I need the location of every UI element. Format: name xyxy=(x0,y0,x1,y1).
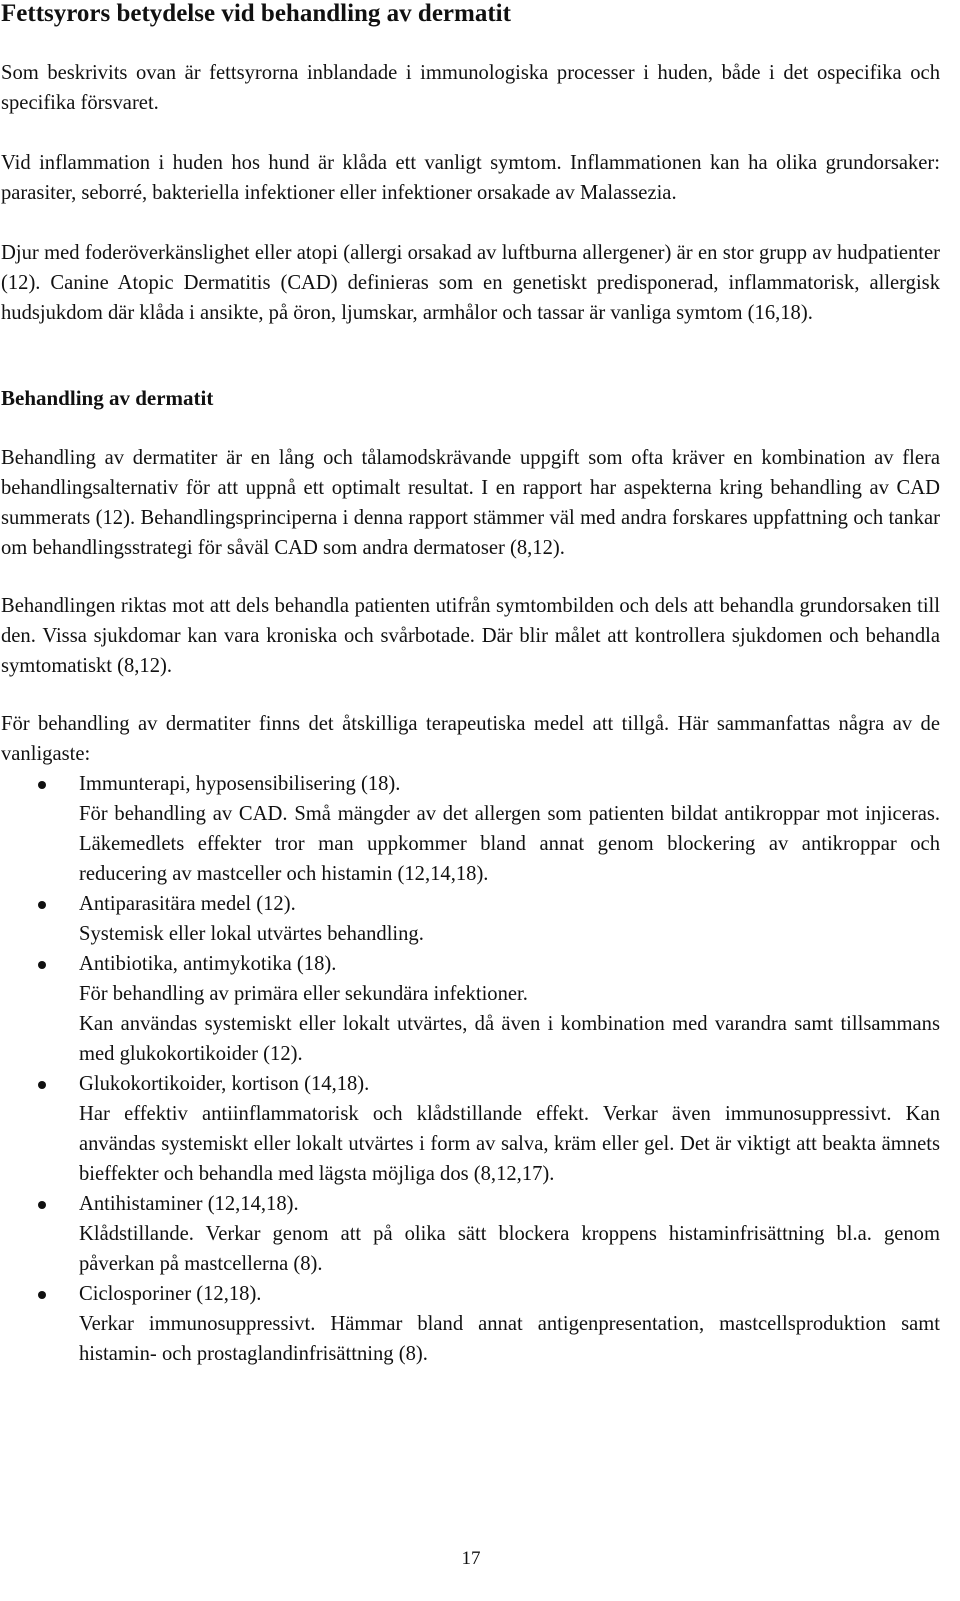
treatment-name: Antiparasitära medel (12). xyxy=(79,893,296,915)
page-title: Fettsyrors betydelse vid behandling av dermatit xyxy=(1,0,511,27)
section-text-3: För behandling av dermatiter finns det åtskilliga terapeutiska medel att tillgå. Här sammanfattas några av de vanligaste: xyxy=(1,713,940,765)
section-text-2: Behandlingen riktas mot att dels behandla patienten utifrån symtombilden och dels att behandla grundorsaken till den. Vissa sjukdomar kan vara kroniska och svårbotade. Där blir målet att kontrollera sjukdomen och behandla symtomatiskt (8,12). xyxy=(1,595,940,677)
treatment-list xyxy=(1,769,940,1369)
bullet-icon xyxy=(38,961,46,969)
section-heading: Behandling av dermatit xyxy=(1,386,214,410)
bullet-icon xyxy=(38,1081,46,1089)
bullet-icon xyxy=(38,1291,46,1299)
intro-paragraph-2 xyxy=(1,148,940,208)
treatment-description: Kan användas systemiskt eller lokalt utvärtes, då även i kombination med varandra samt tillsammans med glukokortikoider (12). xyxy=(79,1013,940,1065)
bullet-icon xyxy=(38,1201,46,1209)
intro-text-3: Djur med foderöverkänslighet eller atopi (allergi orsakad av luftburna allergener) är en stor grupp av hudpatienter (12). Canine Atopic Dermatitis (CAD) definieras som en genetiskt predisponerad, inflammatorisk, allergisk hudsjukdom där klåda i ansikte, på öron, ljumskar, armhålor och tassar är vanliga symtom (16,18). xyxy=(1,242,940,324)
section-paragraph-3 xyxy=(1,709,940,769)
treatment-name: Glukokortikoider, kortison (14,18). xyxy=(79,1073,370,1095)
list-item xyxy=(1,1189,940,1279)
list-item xyxy=(1,1069,940,1189)
section-paragraph-2 xyxy=(1,591,940,681)
treatment-description: Klådstillande. Verkar genom att på olika sätt blockera kroppens histaminfrisättning bl.a. genom påverkan på mastcellerna (8). xyxy=(79,1223,940,1275)
page-number: 17 xyxy=(461,1548,481,1569)
treatment-description: För behandling av primära eller sekundära infektioner. xyxy=(79,983,528,1005)
list-item xyxy=(1,949,940,1069)
bullet-icon xyxy=(38,781,46,789)
intro-paragraph-3 xyxy=(1,238,940,328)
list-item xyxy=(1,889,940,949)
treatment-list-block xyxy=(1,769,940,1369)
treatment-description: För behandling av CAD. Små mängder av det allergen som patienten bildat antikroppar mot injiceras. Läkemedlets effekter tror man uppkommer bland annat genom blockering av antikroppar och reducering av mastceller och histamin (12,14,18). xyxy=(79,803,940,885)
intro-text-1: Som beskrivits ovan är fettsyrorna inblandade i immunologiska processer i huden, både i det ospecifika och specifika försvaret. xyxy=(1,62,940,114)
bullet-icon xyxy=(38,901,46,909)
treatment-description: Har effektiv antiinflammatorisk och klådstillande effekt. Verkar även immunosuppressivt. Kan användas systemiskt eller lokalt utvärtes i form av salva, kräm eller gel. Det är viktigt att beakta ämnets bieffekter och behandla med lägsta möjliga dos (8,12,17). xyxy=(79,1103,940,1185)
treatment-name: Antihistaminer (12,14,18). xyxy=(79,1193,299,1215)
intro-paragraph-1 xyxy=(1,58,940,118)
section-paragraph-1 xyxy=(1,443,940,563)
treatment-description: Verkar immunosuppressivt. Hämmar bland annat antigenpresentation, mastcellsproduktion samt histamin- och prostaglandinfrisättning (8). xyxy=(79,1313,940,1365)
treatment-name: Immunterapi, hyposensibilisering (18). xyxy=(79,773,401,795)
treatment-name: Ciclosporiner (12,18). xyxy=(79,1283,262,1305)
section-text-1: Behandling av dermatiter är en lång och tålamodskrävande uppgift som ofta kräver en kombination av flera behandlingsalternativ för att uppnå ett optimalt resultat. I en rapport har aspekterna kring behandling av CAD summerats (12). Behandlingsprinciperna i denna rapport stämmer väl med andra forskares uppfattning och tankar om behandlingsstrategi för såväl CAD som andra dermatoser (8,12). xyxy=(1,447,940,559)
treatment-name: Antibiotika, antimykotika (18). xyxy=(79,953,337,975)
list-item xyxy=(1,1279,940,1369)
list-item xyxy=(1,769,940,889)
intro-text-2: Vid inflammation i huden hos hund är klåda ett vanligt symtom. Inflammationen kan ha olika grundorsaker: parasiter, seborré, bakteriella infektioner eller infektioner orsakade av Malassezia. xyxy=(1,152,940,204)
section-heading-block xyxy=(1,383,940,413)
treatment-description: Systemisk eller lokal utvärtes behandling. xyxy=(79,923,424,945)
